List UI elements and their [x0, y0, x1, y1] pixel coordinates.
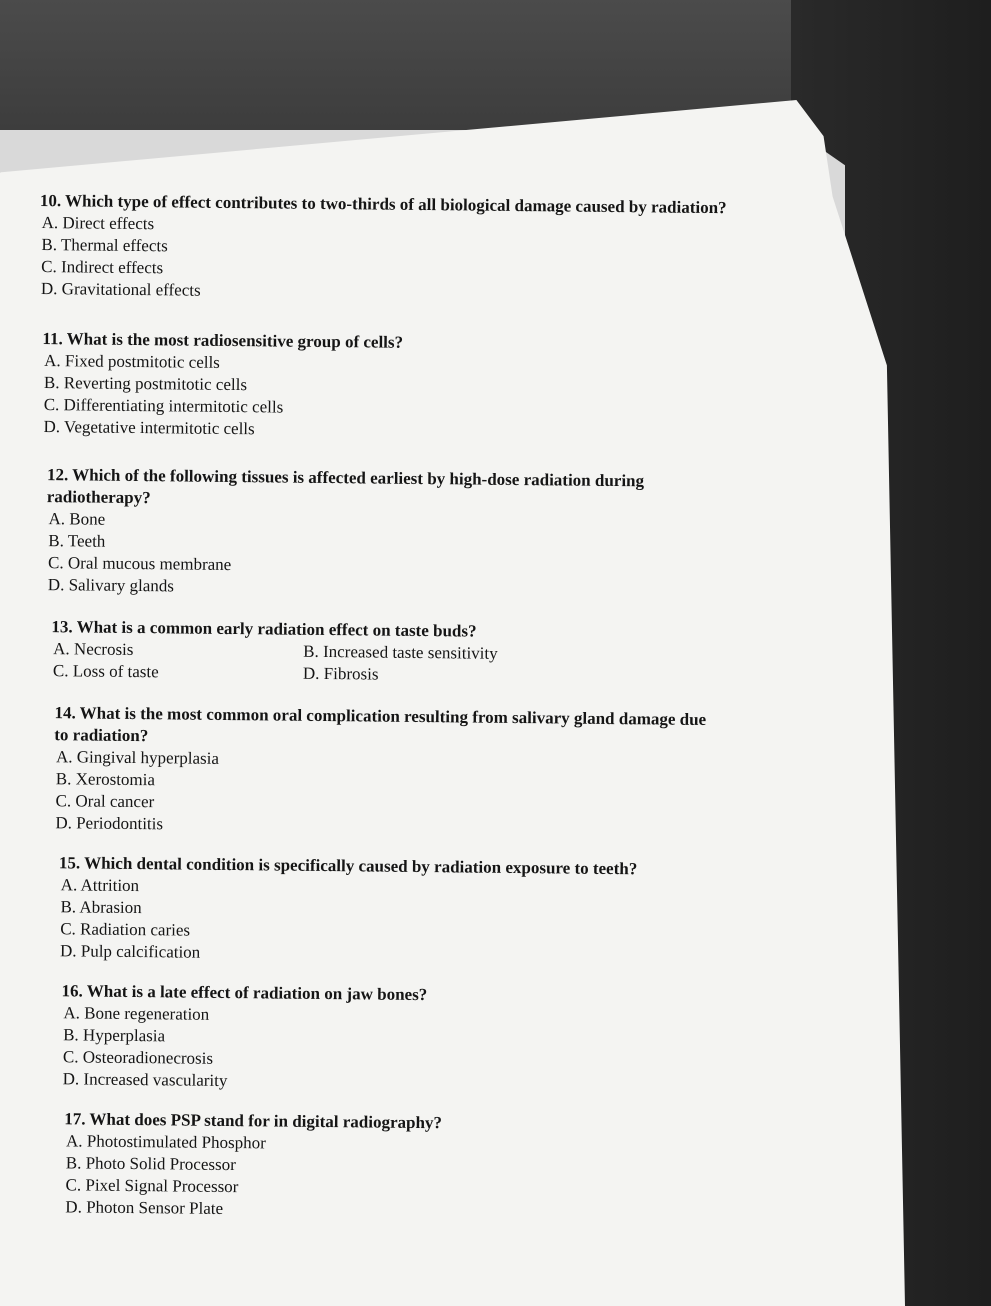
option: A. Fixed postmitotic cells — [44, 351, 220, 372]
option: B. Photo Solid Processor — [65, 1153, 236, 1175]
question-stem: 12. Which of the following tissues is affected earliest by high-dose radiation during radiotherapy? — [46, 465, 645, 508]
question-14 — [53, 702, 724, 841]
option: C. Osteoradionecrosis — [62, 1047, 214, 1068]
option: D. Photon Sensor Plate — [65, 1197, 224, 1218]
option-list — [51, 638, 725, 689]
option: A. Bone — [48, 509, 106, 529]
option: A. Photostimulated Phosphor — [65, 1131, 266, 1153]
option-list — [41, 350, 728, 445]
question-stem: 14. What is the most common oral complication resulting from salivary gland damage due to radiation? — [54, 703, 707, 746]
question-stem: 16. What is a late effect of radiation on jaw bones? — [61, 981, 428, 1005]
question-12 — [46, 464, 727, 603]
option-list — [39, 212, 730, 307]
option: C. Pixel Signal Processor — [65, 1175, 239, 1197]
option: A. Gingival hyperplasia — [55, 747, 220, 768]
option-list — [58, 874, 723, 969]
option: B. Thermal effects — [41, 235, 168, 256]
option: C. Radiation caries — [60, 919, 191, 940]
option: D. Increased vascularity — [62, 1069, 228, 1091]
question-15 — [58, 852, 723, 969]
option: B. Increased taste sensitivity — [303, 641, 498, 663]
option: A. Bone regeneration — [63, 1003, 210, 1024]
option: B. Hyperplasia — [63, 1025, 166, 1046]
question-stem: 13. What is a common early radiation effect on taste buds? — [51, 617, 477, 641]
questions-list — [29, 190, 730, 1237]
option: D. Fibrosis — [302, 663, 379, 684]
option: B. Reverting postmitotic cells — [43, 373, 248, 395]
option-list — [46, 508, 727, 603]
option: D. Pulp calcification — [59, 941, 201, 962]
option: D. Salivary glands — [47, 575, 175, 596]
option-list — [61, 1002, 722, 1097]
option: C. Differentiating intermitotic cells — [43, 395, 284, 417]
question-17 — [63, 1108, 720, 1225]
option-list — [53, 746, 724, 841]
question-16 — [61, 980, 722, 1097]
option: A. Attrition — [60, 875, 140, 896]
option: C. Oral mucous membrane — [47, 553, 232, 575]
option: B. Abrasion — [60, 897, 142, 918]
option: A. Direct effects — [41, 213, 155, 234]
option: A. Necrosis — [53, 639, 134, 660]
question-stem: 15. Which dental condition is specifically caused by radiation exposure to teeth? — [58, 853, 638, 879]
option: D. Periodontitis — [55, 813, 164, 834]
option: C. Indirect effects — [41, 257, 164, 278]
question-13 — [51, 616, 726, 689]
question-10 — [39, 190, 730, 307]
option: C. Oral cancer — [55, 791, 155, 812]
option: B. Xerostomia — [55, 769, 156, 790]
option: B. Teeth — [48, 531, 106, 551]
question-11 — [41, 328, 728, 445]
question-stem: 11. What is the most radiosensitive group of cells? — [42, 329, 404, 352]
option-list — [63, 1130, 720, 1225]
option: D. Vegetative intermitotic cells — [43, 417, 255, 439]
option: C. Loss of taste — [52, 661, 159, 682]
option: D. Gravitational effects — [40, 279, 201, 300]
question-stem: 17. What does PSP stand for in digital radiography? — [64, 1109, 443, 1133]
question-stem: 10. Which type of effect contributes to two-thirds of all biological damage caused by radiation? — [39, 190, 727, 218]
